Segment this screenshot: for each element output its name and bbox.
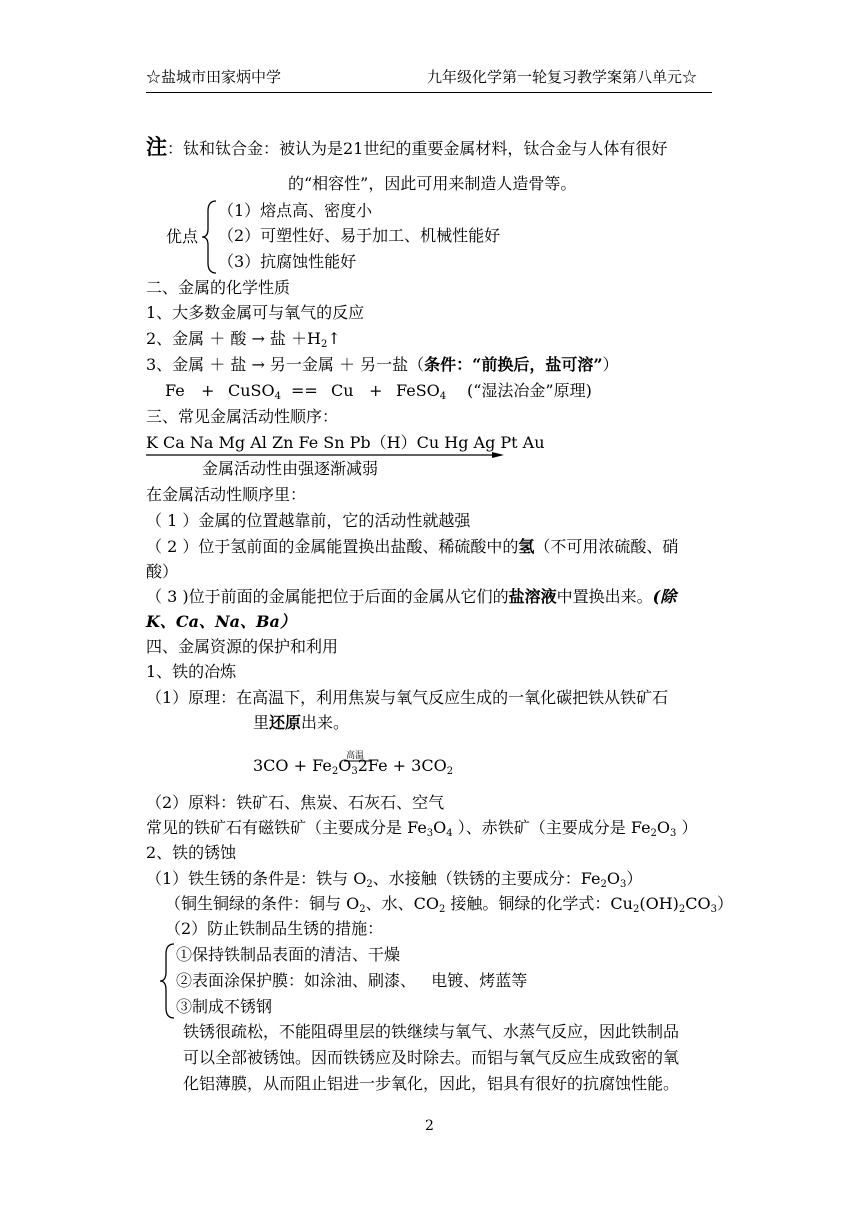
rule-2 [146, 537, 678, 556]
eq-equals: == [291, 381, 318, 400]
cu-s3: 2 [632, 904, 640, 915]
eq-cu: Cu [331, 381, 354, 400]
ores-s3: 2 [650, 828, 657, 839]
note-label: 注 [146, 134, 167, 159]
smelting-equation [253, 756, 453, 775]
rule-3-salt: 盐溶液 [508, 587, 557, 606]
rust-b: 、水接触（铁锈的主要成分：Fe [372, 869, 601, 888]
rule-3-except: (除 [652, 587, 677, 606]
activity-intro: 在金属活动性顺序里： [146, 485, 307, 504]
section2-p3 [146, 355, 619, 374]
rule-3-text: （ 3 )位于前面的金属能把位于后面的金属从它们的 [146, 587, 509, 606]
smelt-s1: 2 [331, 766, 339, 777]
eq-fe: Fe [165, 381, 185, 400]
rust-s3: 3 [619, 879, 627, 890]
rust-s2: 2 [600, 879, 607, 890]
ores-b: O [433, 818, 447, 837]
condition-high-temp: 高温 [346, 751, 365, 761]
rust-s1: 2 [366, 879, 373, 890]
advantages-brace [200, 199, 220, 275]
note-paragraph [146, 134, 667, 160]
section4-title: 四、金属资源的保护和利用 [146, 637, 339, 656]
rule-3 [146, 587, 676, 606]
cu-s5: 3 [710, 904, 718, 915]
rust-paragraph-line-2: 可以全部被锈蚀。因而铁锈应及时除去。而铝与氧气反应生成致密的氧 [183, 1048, 680, 1067]
rust-c: O [606, 869, 620, 888]
cu-s1: 2 [359, 904, 366, 915]
arrow-caption: 金属活动性由强逐渐减弱 [202, 459, 379, 478]
eq-sub-4a: 4 [274, 391, 281, 402]
measure-1: ①保持铁制品表面的清洁、干燥 [176, 945, 401, 964]
smelt-s3: 2 [446, 766, 454, 777]
iron-rust-heading: 2、铁的锈蚀 [146, 843, 237, 862]
eq-sub-4b: 4 [439, 391, 447, 402]
principle-reduce: 还原 [269, 713, 302, 732]
header-school: ☆盐城市田家炳中学 [146, 68, 282, 86]
common-ores [146, 818, 698, 837]
header-rule [146, 92, 712, 93]
cu-e: CO [685, 894, 711, 913]
note-line1: ：钛和钛合金：被认为是21世纪的重要金属材料，钛合金与人体有很好 [167, 139, 668, 158]
smelting-principle: （1）原理：在高温下，利用焦炭与氧气反应生成的一氧化碳把铁从铁矿石 [146, 688, 669, 707]
smelt-b: O [338, 756, 352, 775]
rust-a: （1）铁生锈的条件是：铁与 O [146, 869, 367, 888]
ores-s1: 3 [426, 828, 434, 839]
rule-2-text: （ 2 ）位于氢前面的金属能置换出盐酸、稀硫酸中的 [146, 537, 519, 556]
header-title: 九年级化学第一轮复习教学案第八单元☆ [427, 68, 698, 86]
ores-a: 常见的铁矿石有磁铁矿（主要成分是 Fe [146, 818, 427, 837]
ores-c: ）、赤铁矿（主要成分是 Fe [452, 818, 651, 837]
eq-plus-2: + [369, 381, 383, 400]
p3-text: 3、金属 ＋ 盐 → 另一金属 ＋ 另一盐（ [146, 355, 425, 374]
rule-3-end: 中置换出来。 [556, 587, 653, 606]
ores-e: ） [676, 818, 698, 837]
p3-close: ） [602, 355, 619, 374]
p2-sub: 2 [320, 339, 328, 350]
advantage-item-2: （2）可塑性好、易于加工、机械性能好 [218, 226, 501, 245]
smelt-s2: 3 [351, 766, 358, 777]
advantages-label: 优点 [166, 227, 199, 246]
p2-text: 2、金属 ＋ 酸 → 盐 ＋H [146, 329, 321, 348]
rust-paragraph-line-1: 铁锈很疏松，不能阻碍里层的铁继续与氧气、水蒸气反应，因此铁制品 [183, 1022, 680, 1041]
ores-s4: 3 [670, 828, 677, 839]
rust-conditions [146, 869, 642, 888]
eq-feso: FeSO [396, 381, 440, 400]
measures-brace [158, 942, 178, 1020]
p2-arrow: ↑ [327, 329, 341, 348]
rule-3-exceptions: K、Ca、Na、Ba） [146, 612, 296, 631]
eq-cuso: CuSO [228, 381, 275, 400]
cu-f: ） [717, 894, 734, 913]
eq-plus-1: + [201, 381, 215, 400]
smelt-a: 3CO + Fe [253, 756, 332, 775]
section2-p2 [146, 329, 341, 348]
measure-3: ③制成不锈钢 [176, 997, 273, 1016]
rule-2-hydrogen: 氢 [518, 537, 535, 556]
iron-smelting-heading: 1、铁的冶炼 [146, 662, 237, 681]
advantage-item-3: （3）抗腐蚀性能好 [218, 252, 357, 271]
activity-series: K Ca Na Mg Al Zn Fe Sn Pb（H）Cu Hg Ag Pt Au [146, 433, 545, 452]
principle-out: 出来。 [301, 713, 350, 732]
smelt-c: 2Fe + 3CO [357, 756, 447, 775]
note-line2: 的“相容性”，因此可用来制造人造骨等。 [288, 174, 577, 193]
smelting-principle-cont [253, 713, 349, 732]
cu-b: 、水、CO [365, 894, 439, 913]
measure-2: ②表面涂保护膜：如涂油、刷漆、 电镀、烤蓝等 [176, 971, 528, 990]
section2-title: 二、金属的化学性质 [146, 278, 291, 297]
cu-d: (OH) [639, 894, 679, 913]
raw-materials: （2）原料：铁矿石、焦炭、石灰石、空气 [146, 793, 445, 812]
p3-condition: 条件：“前换后，盐可溶” [424, 355, 603, 374]
rule-2-note: （不可用浓硫酸、硝 [534, 537, 679, 556]
advantage-item-1: （1）熔点高、密度小 [218, 201, 373, 220]
eq-note: (“湿法冶金”原理) [467, 381, 592, 400]
page-number: 2 [425, 1118, 434, 1134]
rust-d: ） [626, 869, 643, 888]
eq-feso4 [396, 381, 446, 400]
rule-1: （ 1 ）金属的位置越靠前，它的活动性就越强 [146, 511, 471, 530]
eq-cuso4 [228, 381, 281, 400]
cu-a: （铜生铜绿的条件：铜与 O [165, 894, 360, 913]
principle-li: 里 [253, 713, 270, 732]
cu-c: 接触。铜绿的化学式：Cu [445, 894, 633, 913]
rust-paragraph-line-3: 化铝薄膜，从而阻止铝进一步氧化，因此，铝具有很好的抗腐蚀性能。 [183, 1074, 680, 1093]
cu-s2: 2 [438, 904, 446, 915]
rule-2-cont: 酸） [146, 562, 179, 581]
ores-s2: 4 [446, 828, 453, 839]
cu-s4: 2 [678, 904, 686, 915]
section2-p1: 1、大多数金属可与氧气的反应 [146, 303, 365, 322]
ores-d: O [656, 818, 671, 837]
copper-patina [165, 894, 733, 913]
section3-title: 三、常见金属活动性顺序： [146, 407, 339, 426]
prevention-heading: （2）防止铁制品生锈的措施： [165, 919, 384, 938]
